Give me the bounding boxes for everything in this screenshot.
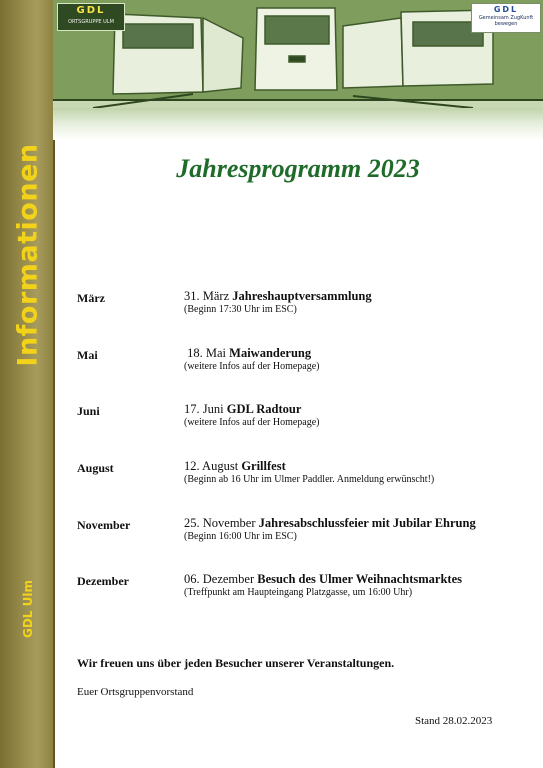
gdl-zugkunft-logo: GDL Gemeinsam ZugKunft bewegen <box>471 3 541 33</box>
event-note: (Treffpunkt am Haupteingang Platzgasse, um 16:00 Uhr) <box>184 587 413 598</box>
event-month: November <box>77 518 131 532</box>
event-title: 25. November Jahresabschlussfeier mit Jubilar Ehrung <box>184 516 476 530</box>
signature: Euer Ortsgruppenvorstand <box>77 686 194 698</box>
header-banner <box>53 0 543 140</box>
stand-date: Stand 28.02.2023 <box>415 715 493 727</box>
sidebar-title: Informationen <box>12 143 44 367</box>
page-title: Jahresprogramm 2023 <box>176 154 420 183</box>
train-photo <box>53 0 543 108</box>
event-month: Juni <box>77 404 100 418</box>
event-note: (weitere Infos auf der Homepage) <box>184 361 320 372</box>
event-month: August <box>77 461 114 475</box>
closing-text: Wir freuen uns über jeden Besucher unserer Veranstaltungen. <box>77 656 395 670</box>
sidebar <box>0 0 55 768</box>
event-title: 12. August Grillfest <box>184 459 286 473</box>
gdl-ulm-logo: GDL ORTSGRUPPE ULM <box>57 3 125 31</box>
event-month: Dezember <box>77 574 129 588</box>
event-title: 06. Dezember Besuch des Ulmer Weihnachtsmarktes <box>184 572 462 586</box>
event-month: März <box>77 291 105 305</box>
event-note: (Beginn 16:00 Uhr im ESC) <box>184 531 297 542</box>
sidebar-subtitle: GDL Ulm <box>21 580 35 638</box>
event-title: 17. Juni GDL Radtour <box>184 402 302 416</box>
event-note: (Beginn ab 16 Uhr im Ulmer Paddler. Anmeldung erwünscht!) <box>184 474 435 485</box>
event-title: 31. März Jahreshauptversammlung <box>184 289 372 303</box>
event-note: (Beginn 17:30 Uhr im ESC) <box>184 304 297 315</box>
event-note: (weitere Infos auf der Homepage) <box>184 417 320 428</box>
event-month: Mai <box>77 348 98 362</box>
event-title: 18. Mai Maiwanderung <box>187 346 312 360</box>
